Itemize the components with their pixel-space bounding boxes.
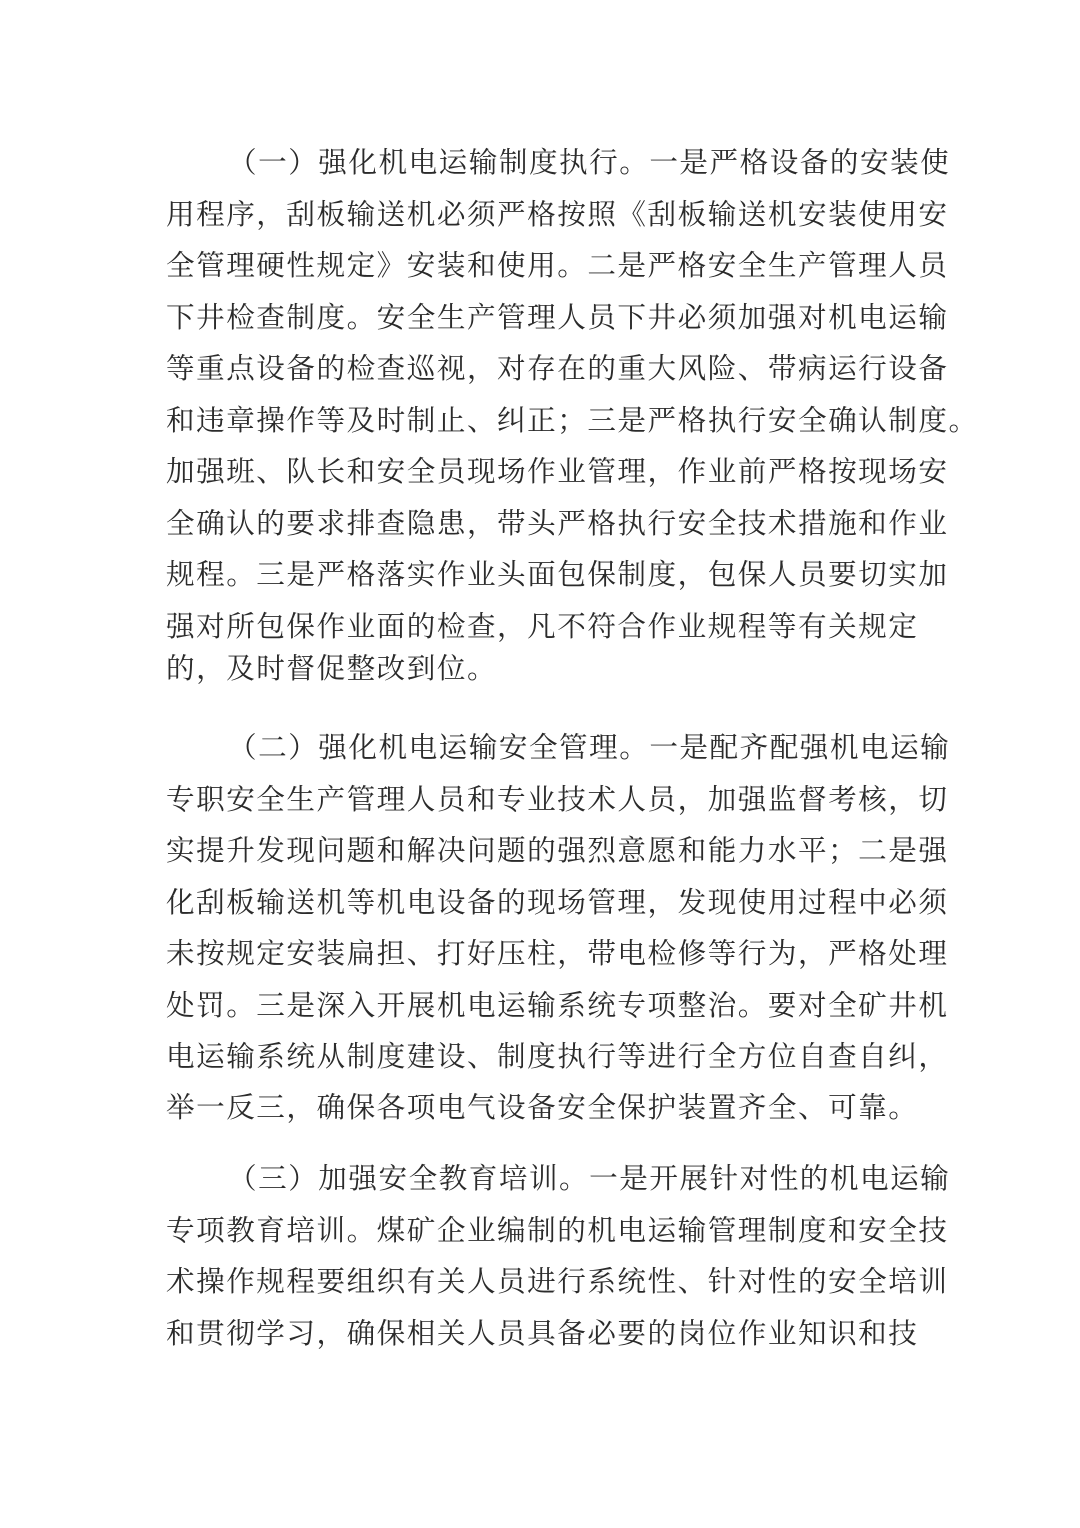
paragraph-1-line-8: 全确认的要求排查隐患，带头严格执行安全技术措施和作业 xyxy=(166,506,949,540)
paragraph-1-line-6: 和违章操作等及时制止、纠正；三是严格执行安全确认制度。 xyxy=(166,403,979,437)
paragraph-2-line-8: 举一反三，确保各项电气设备安全保护装置齐全、可靠。 xyxy=(166,1090,919,1124)
paragraph-1-line-9: 规程。三是严格落实作业头面包保制度，包保人员要切实加 xyxy=(166,557,949,591)
paragraph-1-line-1: （一）强化机电运输制度执行。一是严格设备的安装使 xyxy=(228,145,951,179)
paragraph-2-line-7: 电运输系统从制度建设、制度执行等进行全方位自查自纠， xyxy=(166,1039,949,1073)
paragraph-1-line-7: 加强班、队长和安全员现场作业管理，作业前严格按现场安 xyxy=(166,454,949,488)
paragraph-2-line-4: 化刮板输送机等机电设备的现场管理，发现使用过程中必须 xyxy=(166,885,949,919)
paragraph-2-line-6: 处罚。三是深入开展机电运输系统专项整治。要对全矿井机 xyxy=(166,988,949,1022)
paragraph-3-line-3: 术操作规程要组织有关人员进行系统性、针对性的安全培训 xyxy=(166,1264,949,1298)
paragraph-2-line-3: 实提升发现问题和解决问题的强烈意愿和能力水平；二是强 xyxy=(166,833,949,867)
paragraph-1-line-5: 等重点设备的检查巡视，对存在的重大风险、带病运行设备 xyxy=(166,351,949,385)
paragraph-1-line-11: 的，及时督促整改到位。 xyxy=(166,651,498,685)
paragraph-1-line-3: 全管理硬性规定》安装和使用。二是严格安全生产管理人员 xyxy=(166,248,949,282)
paragraph-1-line-2: 用程序，刮板输送机必须严格按照《刮板输送机安装使用安 xyxy=(166,197,949,231)
paragraph-3-line-1: （三）加强安全教育培训。一是开展针对性的机电运输 xyxy=(228,1161,951,1195)
paragraph-3-line-4: 和贯彻学习，确保相关人员具备必要的岗位作业知识和技 xyxy=(166,1316,919,1350)
paragraph-2-line-1: （二）强化机电运输安全管理。一是配齐配强机电运输 xyxy=(228,730,951,764)
paragraph-1-line-10: 强对所包保作业面的检查，凡不符合作业规程等有关规定 xyxy=(166,609,919,643)
paragraph-3-line-2: 专项教育培训。煤矿企业编制的机电运输管理制度和安全技 xyxy=(166,1213,949,1247)
paragraph-1-line-4: 下井检查制度。安全生产管理人员下井必须加强对机电运输 xyxy=(166,300,949,334)
paragraph-2-line-2: 专职安全生产管理人员和专业技术人员，加强监督考核，切 xyxy=(166,782,949,816)
paragraph-2-line-5: 未按规定安装扁担、打好压柱，带电检修等行为，严格处理 xyxy=(166,936,949,970)
